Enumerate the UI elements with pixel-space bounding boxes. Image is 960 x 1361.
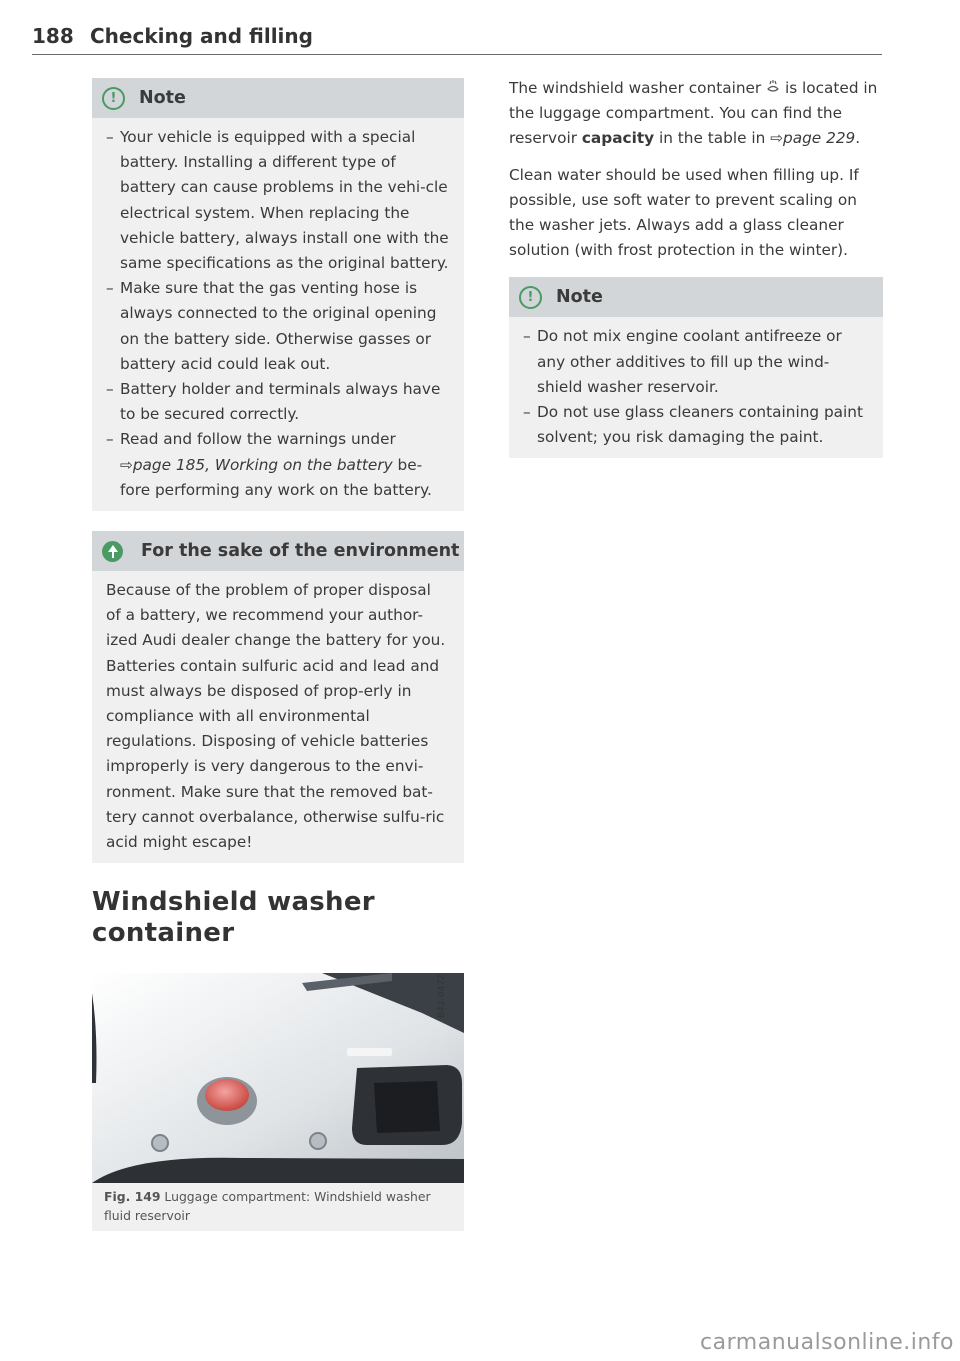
figure-label: Fig. 149	[104, 1189, 161, 1205]
environment-text: Because of the problem of proper disposal of a battery, we recommend your author-ized Audi dealer change the battery for you. Batteries contain sulfuric acid and lead and must always be disposed of prop-erly in compliance with all environmental regulations. Disposing of vehicle batteries improperly is very dangerous to the envi-ronment. Make sure that the removed bat-tery cannot overbalance, otherwise sulfu-ric acid might escape!	[106, 581, 446, 852]
note-item: – Battery holder and terminals always have to be secured correctly.	[106, 377, 450, 427]
page-reference-link[interactable]: page 229	[783, 129, 856, 148]
arrow-icon: ⇨	[770, 129, 784, 148]
bold-term: capacity	[581, 129, 655, 148]
figure-code: B42-0472	[437, 974, 447, 1019]
clean-water-paragraph: Clean water should be used when filling up. If possible, use soft water to prevent scaling on the washer jets. Always add a glass cleaner solution (with frost protection in the winter).	[509, 165, 859, 260]
tree-icon	[102, 541, 123, 562]
note-title: Note	[139, 88, 186, 108]
watermark: carmanualsonline.info	[700, 1330, 954, 1355]
figure-caption	[92, 1183, 464, 1231]
environment-box	[92, 531, 464, 863]
page-header	[32, 22, 882, 55]
paragraph-text: The windshield washer container	[509, 79, 767, 97]
environment-header	[92, 531, 464, 571]
note-header	[509, 277, 883, 317]
note-header	[92, 78, 464, 118]
environment-title: For the sake of the environment	[141, 541, 460, 562]
note-item: – Your vehicle is equipped with a special battery. Installing a different type of battery can cause problems in the vehi-cle electrical system. When replacing the vehicle battery, always install one with the same specifications as the original battery.	[106, 125, 450, 276]
note-item: – Make sure that the gas venting hose is always connected to the original opening on the battery side. Otherwise gasses or battery acid could leak out.	[106, 276, 450, 377]
note-title: Note	[556, 287, 603, 308]
note-item-with-ref	[106, 427, 450, 503]
page-reference-link[interactable]: page 185, Working on the battery	[132, 455, 393, 474]
paragraph-text: in the table in	[654, 129, 771, 148]
arrow-icon: ⇨	[120, 455, 133, 474]
note-item-text: Read and follow the warnings under	[120, 430, 396, 449]
paragraph-text: is located in the luggage compartment. You can find the reservoir	[509, 79, 878, 148]
note-box-battery	[92, 78, 464, 511]
section-title: Checking and filling	[90, 24, 313, 48]
paragraph-text: .	[855, 129, 861, 148]
note-body	[92, 118, 464, 511]
figure-image	[92, 973, 464, 1183]
info-icon: !	[519, 286, 542, 309]
note-item: – Do not use glass cleaners containing paint solvent; you risk damaging the paint.	[523, 400, 869, 450]
info-icon: !	[102, 87, 125, 110]
right-column	[509, 76, 883, 478]
figure	[92, 973, 464, 1231]
page-number: 188	[32, 24, 74, 48]
left-column	[92, 78, 464, 1231]
note-body	[509, 317, 883, 458]
note-box-washer	[509, 277, 883, 458]
note-item: – Do not mix engine coolant antifreeze or any other additives to fill up the wind-shield washer reservoir.	[523, 324, 869, 400]
washer-symbol-icon	[766, 80, 780, 94]
section-heading: Windshield washer container	[92, 887, 375, 949]
figure-caption-text: Luggage compartment: Windshield washer fluid reservoir	[104, 1189, 431, 1224]
washer-location-paragraph	[509, 76, 883, 152]
note-item-text: be-fore performing any work on the battery.	[120, 455, 432, 499]
